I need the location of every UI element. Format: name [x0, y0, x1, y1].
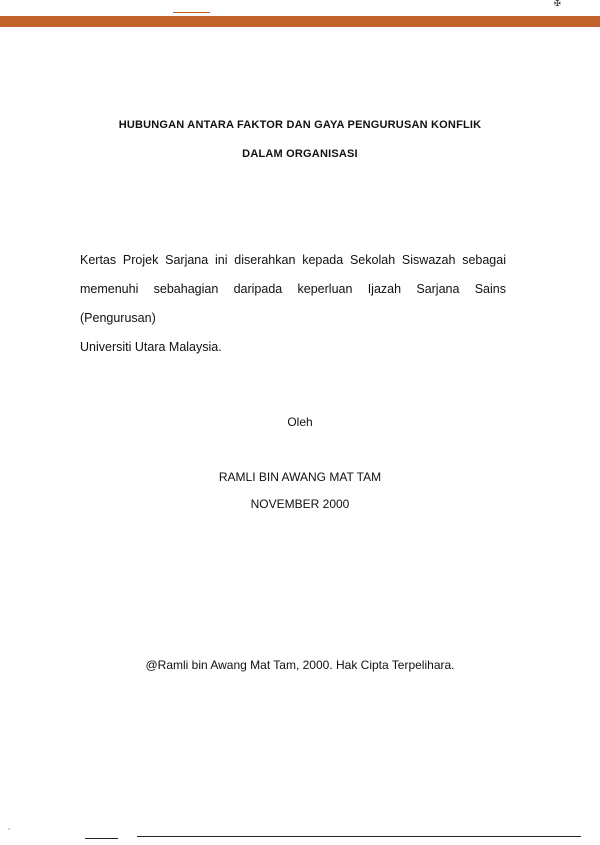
submission-line-3: Universiti Utara Malaysia. [80, 340, 222, 354]
submission-date: NOVEMBER 2000 [250, 497, 350, 511]
bottom-rule [137, 836, 581, 837]
page-title-line-2: DALAM ORGANISASI [242, 148, 358, 160]
submission-line-1: Kertas Projek Sarjana ini diserahkan kepada Sekolah Siswazah sebagai [80, 253, 506, 267]
submission-statement [80, 246, 506, 362]
submission-line-2: memenuhi sebahagian daripada keperluan Ijazah Sarjana Sains (Pengurusan) [80, 282, 506, 325]
corner-mark-icon: ✠ [554, 0, 561, 8]
bottom-corner-mark: , [8, 824, 10, 831]
top-accent-bar [0, 16, 600, 27]
top-accent-mark [173, 12, 210, 13]
by-label: Oleh [287, 415, 313, 429]
copyright-notice: @Ramli bin Awang Mat Tam, 2000. Hak Cipta Terpelihara. [145, 658, 455, 672]
page-title-line-1: HUBUNGAN ANTARA FAKTOR DAN GAYA PENGURUSAN KONFLIK [118, 119, 482, 131]
bottom-left-rule [85, 838, 118, 839]
author-name: RAMLI BIN AWANG MAT TAM [218, 470, 382, 484]
